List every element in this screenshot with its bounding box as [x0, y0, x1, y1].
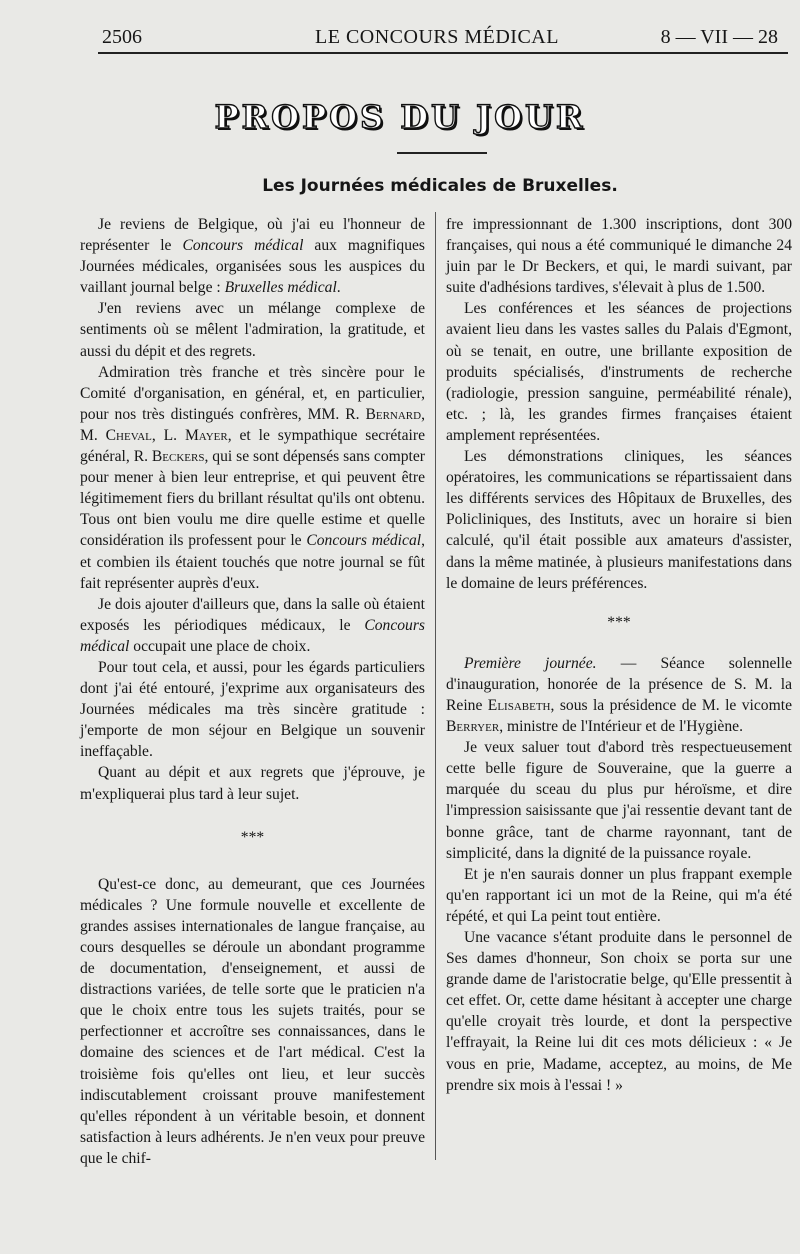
section-title: PROPOS DU JOUR [214, 98, 586, 136]
paragraph: fre impressionnant de 1.300 inscriptions, dont 300 françaises, qui nous a été communiqué le dimanche 24 juin par le Dr Beckers, et qui, le mardi suivant, par suite d'adhésions tardives, s'élevait à plus de 1.500. [446, 216, 792, 297]
column-divider [435, 212, 436, 1160]
paragraph: Une vacance s'étant produite dans le personnel de Ses dames d'honneur, Son choix se porta sur une grande dame de l'aristocratie belge, qu'Elle pressentit à cet effet. Or, cette dame hésitant à accepter une charge qu'elle croyait très lourde, et dont la perspective l'effrayait, la Reine lui dit ces mots délicieux : « Je vous en prie, Madame, acceptez, au moins, de Me prendre six mois à l'essai ! » [446, 929, 792, 1094]
paragraph: Je veux saluer tout d'abord très respectueusement cette belle figure de Souveraine, que la guerre a marquée du sceau du plus pur héroïsme, et dire l'impression saisissante que j'ai ressentie devant tant de bonne grâce, tant de charme rayonnant, tant de simplicité, dans la dignité de la puissance royale. [446, 739, 792, 862]
section-separator: *** [240, 828, 265, 846]
left-column [80, 214, 425, 1169]
paragraph: Je dois ajouter d'ailleurs que, dans la salle où étaient exposés les périodiques médicaux, le Concours médical occupait une place de choix. [80, 595, 425, 655]
paragraph: J'en reviens avec un mélange complexe de sentiments où se mêlent l'admiration, la gratitude, et aussi du dépit et des regrets. [80, 300, 425, 360]
paragraph: Première journée. — Séance solennelle d'inauguration, honorée de la présence de S. M. la Reine Elisabeth, sous la présidence de M. le vicomte Berryer, ministre de l'Intérieur et de l'Hygiène. [446, 654, 792, 736]
paragraph: Je reviens de Belgique, où j'ai eu l'honneur de représenter le Concours médical aux magnifiques Journées médicales, organisées sous les auspices du vaillant journal belge : Bruxelles médical. [80, 216, 425, 297]
issue-date: 8 — VII — 28 [660, 26, 778, 48]
journal-name: LE CONCOURS MÉDICAL [315, 26, 559, 48]
paragraph: Et je n'en saurais donner un plus frappant exemple qu'en rapportant ici un mot de la Reine, qui m'a été répété, et qui La peint tout entière. [446, 865, 792, 925]
paragraph: Les démonstrations cliniques, les séances opératoires, les communications se répartissaient dans les différents services des Hôpitaux de Bruxelles, des Policliniques, des Instituts, avec un horaire si bien calculé, qu'il était possible aux amateurs d'assister, dans la même matinée, à plusieurs manifestations dans le domaine de leurs préférences. [446, 448, 792, 592]
right-column [446, 214, 792, 1096]
page-number: 2506 [102, 26, 142, 48]
section-separator: *** [607, 613, 631, 631]
paragraph: Admiration très franche et très sincère pour le Comité d'organisation, en général, et, en particulier, pour nos très distingués confrères, MM. R. Bernard, M. Cheval, L. Mayer, et le sympathique secrétaire général, R. Beckers, qui se sont dépensés sans compter pour mener à bien leur entreprise, et qui peuvent être légitimement fiers du brillant résultat qu'ils ont obtenu. Tous ont bien voulu me dire quelle estime et quelle considération ils professent pour le Concours médical, et combien ils étaient touchés que notre journal se fût fait représenter auprès d'eux. [80, 363, 425, 592]
paragraph: Quant au dépit et aux regrets que j'éprouve, je m'expliquerai plus tard à leur sujet. [80, 764, 425, 803]
article-title: Les Journées médicales de Bruxelles. [262, 176, 618, 196]
paragraph: Pour tout cela, et aussi, pour les égards particuliers dont j'ai été entouré, j'exprime aux organisateurs des Journées médicales ma très sincère gratitude : j'emporte de mon séjour en Belgique un souvenir ineffaçable. [80, 658, 425, 761]
header-rule [98, 52, 788, 54]
running-header [92, 22, 782, 52]
paragraph: Qu'est-ce donc, au demeurant, que ces Journées médicales ? Une formule nouvelle et excellente de grandes assises internationales de langue française, au cours desquelles se déroule un abondant programme de documentation, d'enseignement, et aussi de distractions variées, de telle sorte que le praticien n'a que le choix entre tous les sujets traités, pour se perfectionner et accroître ses connaissances, dans le domaine des sciences et de l'art médical. C'est la troisième fois qu'elles ont lieu, et leur succès indiscutablement croissant prouve manifestement qu'elles répondent à un véritable besoin, et donnent satisfaction à leurs adhérents. Je n'en veux pour preuve que le chif- [80, 875, 425, 1167]
title-rule [397, 152, 487, 154]
paragraph: Les conférences et les séances de projections avaient lieu dans les vastes salles du Palais d'Egmont, où se tenait, en outre, une brillante exposition de produits spécialisés, d'instruments de recherche (radiologie, pression sanguine, perméabilité rénale), etc. ; là, les grandes firmes françaises étaient amplement représentées. [446, 300, 792, 444]
